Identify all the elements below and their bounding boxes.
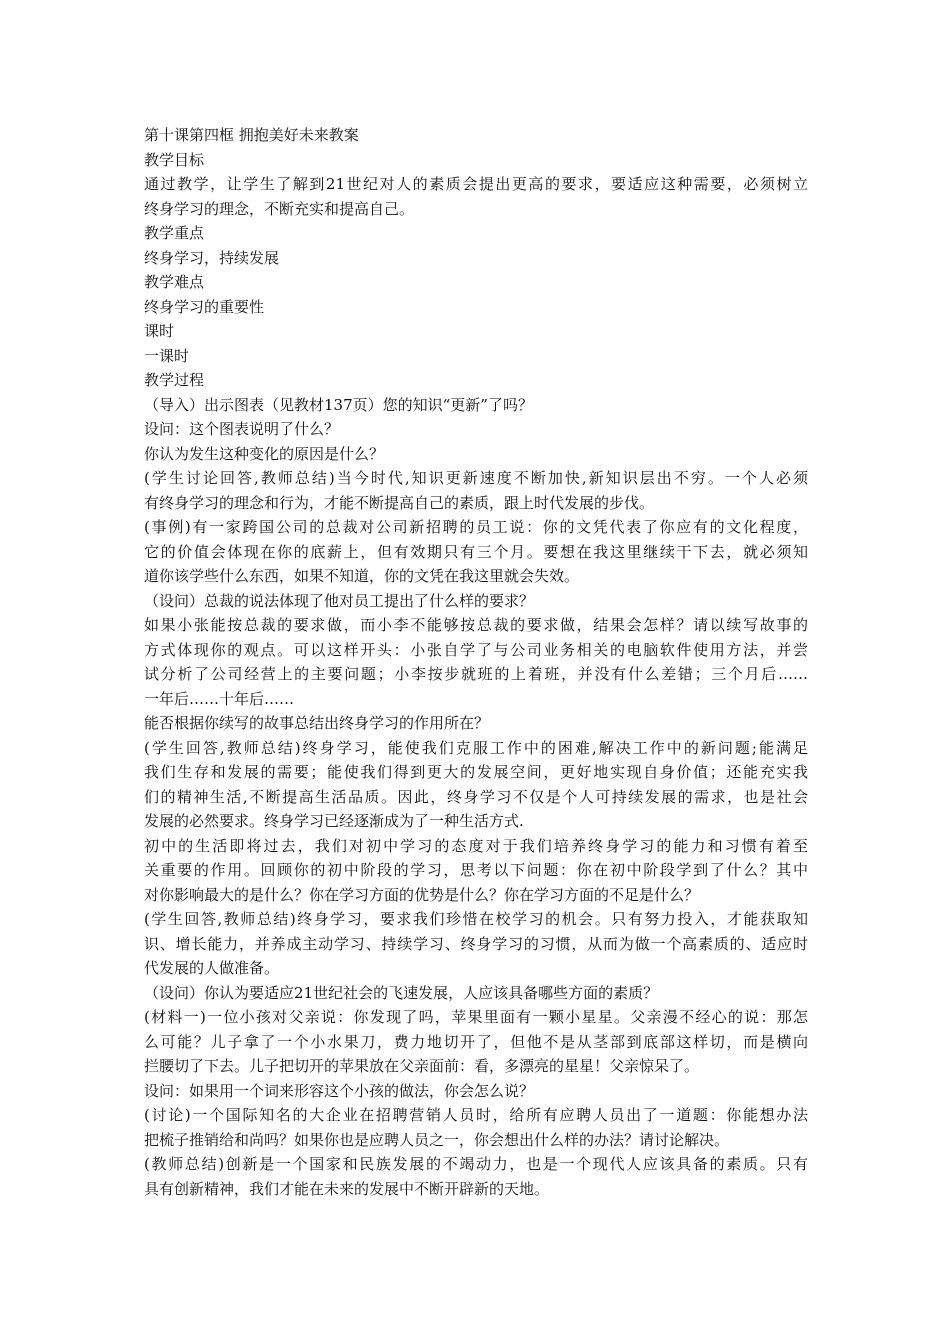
text-line: 道你该学些什么东西，如果不知道，你的文凭在我这里就会失效。 (144, 567, 580, 585)
text-line: (学生回答,教师总结)终身学习，能使我们克服工作中的困难,解决工作中的新问题;能满足 (144, 738, 808, 757)
text-line: 识、增长能力，并养成主动学习、持续学习、终身学习的习惯，从而为做一个高素质的、适应时 (144, 934, 808, 953)
text-line: (学生回答,教师总结)终身学习，要求我们珍惜在校学习的机会。只有努力投入，才能获取知 (144, 910, 808, 928)
text-line: 能否根据你续写的故事总结出终身学习的作用所在？ (144, 714, 490, 732)
document-page (144, 123, 808, 1201)
text-line: 初中的生活即将过去，我们对初中学习的态度对于我们培养终身学习的能力和习惯有着至 (144, 836, 808, 855)
text-line: 具有创新精神，我们才能在未来的发展中不断开辟新的天地。 (144, 1179, 550, 1198)
text-line: (事例)有一家跨国公司的总裁对公司新招聘的员工说：你的文凭代表了你应有的文化程度， (144, 518, 808, 536)
text-line: 终身学习，持续发展 (144, 248, 280, 267)
text-line: 如果小张能按总裁的要求做，而小李不能够按总裁的要求做，结果会怎样？请以续写故事的 (144, 616, 808, 634)
text-line: (教师总结)创新是一个国家和民族发展的不竭动力，也是一个现代人应该具备的素质。只有 (144, 1155, 808, 1173)
text-line: 设问：这个图表说明了什么？ (144, 420, 340, 438)
text-line: 关重要的作用。回顾你的初中阶段的学习，思考以下问题：你在初中阶段学到了什么？其中 (144, 861, 808, 879)
text-line: 一年后……十年后…… (144, 689, 295, 708)
text-line: 们的精神生活,不断提高生活品质。因此，终身学习不仅是个人可持续发展的需求，也是社会 (144, 787, 808, 806)
text-line: 第十课第四框 拥抱美好未来教案 (144, 126, 359, 144)
text-line: 教学难点 (144, 273, 205, 291)
text-line: 试分析了公司经营上的主要问题；小李按步就班的上着班，并没有什么差错；三个月后…… (144, 665, 808, 683)
text-line: 教学重点 (144, 224, 205, 242)
text-line: 通过教学，让学生了解到21世纪对人的素质会提出更高的要求，要适应这种需要，必须树立 (144, 175, 808, 193)
text-line: 代发展的人做准备。 (144, 959, 280, 977)
text-line: （导入）出示图表（见教材137页）您的知识“更新”了吗？ (144, 395, 533, 414)
text-line: 么可能？儿子拿了一个小水果刀，费力地切开了，但他不是从茎部到底部这样切，而是横向 (144, 1032, 808, 1051)
text-line: 教学过程 (144, 371, 205, 389)
text-line: 设问：如果用一个词来形容这个小孩的做法，你会怎么说？ (144, 1081, 535, 1100)
text-line: （设问）总裁的说法体现了他对员工提出了什么样的要求？ (144, 591, 535, 610)
text-line: 教学目标 (144, 150, 205, 169)
text-line: 把梳子推销给和尚吗？如果你也是应聘人员之一，你会想出什么样的办法？请讨论解决。 (144, 1130, 730, 1149)
text-line: 我们生存和发展的需要；能使我们得到更大的发展空间，更好地实现自身价值；还能充实我 (144, 763, 808, 781)
text-line: 发展的必然要求。终身学习已经逐渐成为了一种生活方式. (144, 812, 524, 830)
text-line: 拦腰切了下去。儿子把切开的苹果放在父亲面前：看，多漂亮的星星！父亲惊呆了。 (144, 1057, 700, 1075)
text-line: 对你影响最大的是什么？你在学习方面的优势是什么？你在学习方面的不足是什么？ (144, 885, 700, 904)
text-line: (讨论)一个国际知名的大企业在招聘营销人员时，给所有应聘人员出了一道题：你能想办法 (144, 1106, 808, 1124)
text-line: 一课时 (144, 346, 190, 365)
text-line: (学生讨论回答,教师总结)当今时代,知识更新速度不断加快,新知识层出不穷。一个人必须 (144, 469, 808, 487)
text-line: 终身学习的重要性 (144, 297, 265, 316)
text-line: （设问）你认为要适应21世纪社会的飞速发展，人应该具备哪些方面的素质？ (144, 983, 659, 1002)
text-line: 有终身学习的理念和行为，才能不断提高自己的素质，跟上时代发展的步伐。 (144, 493, 655, 512)
text-line: 终身学习的理念，不断充实和提高自己。 (144, 199, 415, 218)
text-line: (材料一)一位小孩对父亲说：你发现了吗，苹果里面有一颗小星星。父亲漫不经心的说：那怎 (144, 1008, 808, 1026)
text-line: 方式体现你的观点。可以这样开头：小张自学了与公司业务相关的电脑软件使用方法，并尝 (144, 640, 808, 659)
text-line: 你认为发生这种变化的原因是什么？ (144, 444, 385, 463)
text-line: 它的价值会体现在你的底薪上，但有效期只有三个月。要想在我这里继续干下去，就必须知 (144, 542, 808, 561)
text-line: 课时 (144, 322, 175, 340)
